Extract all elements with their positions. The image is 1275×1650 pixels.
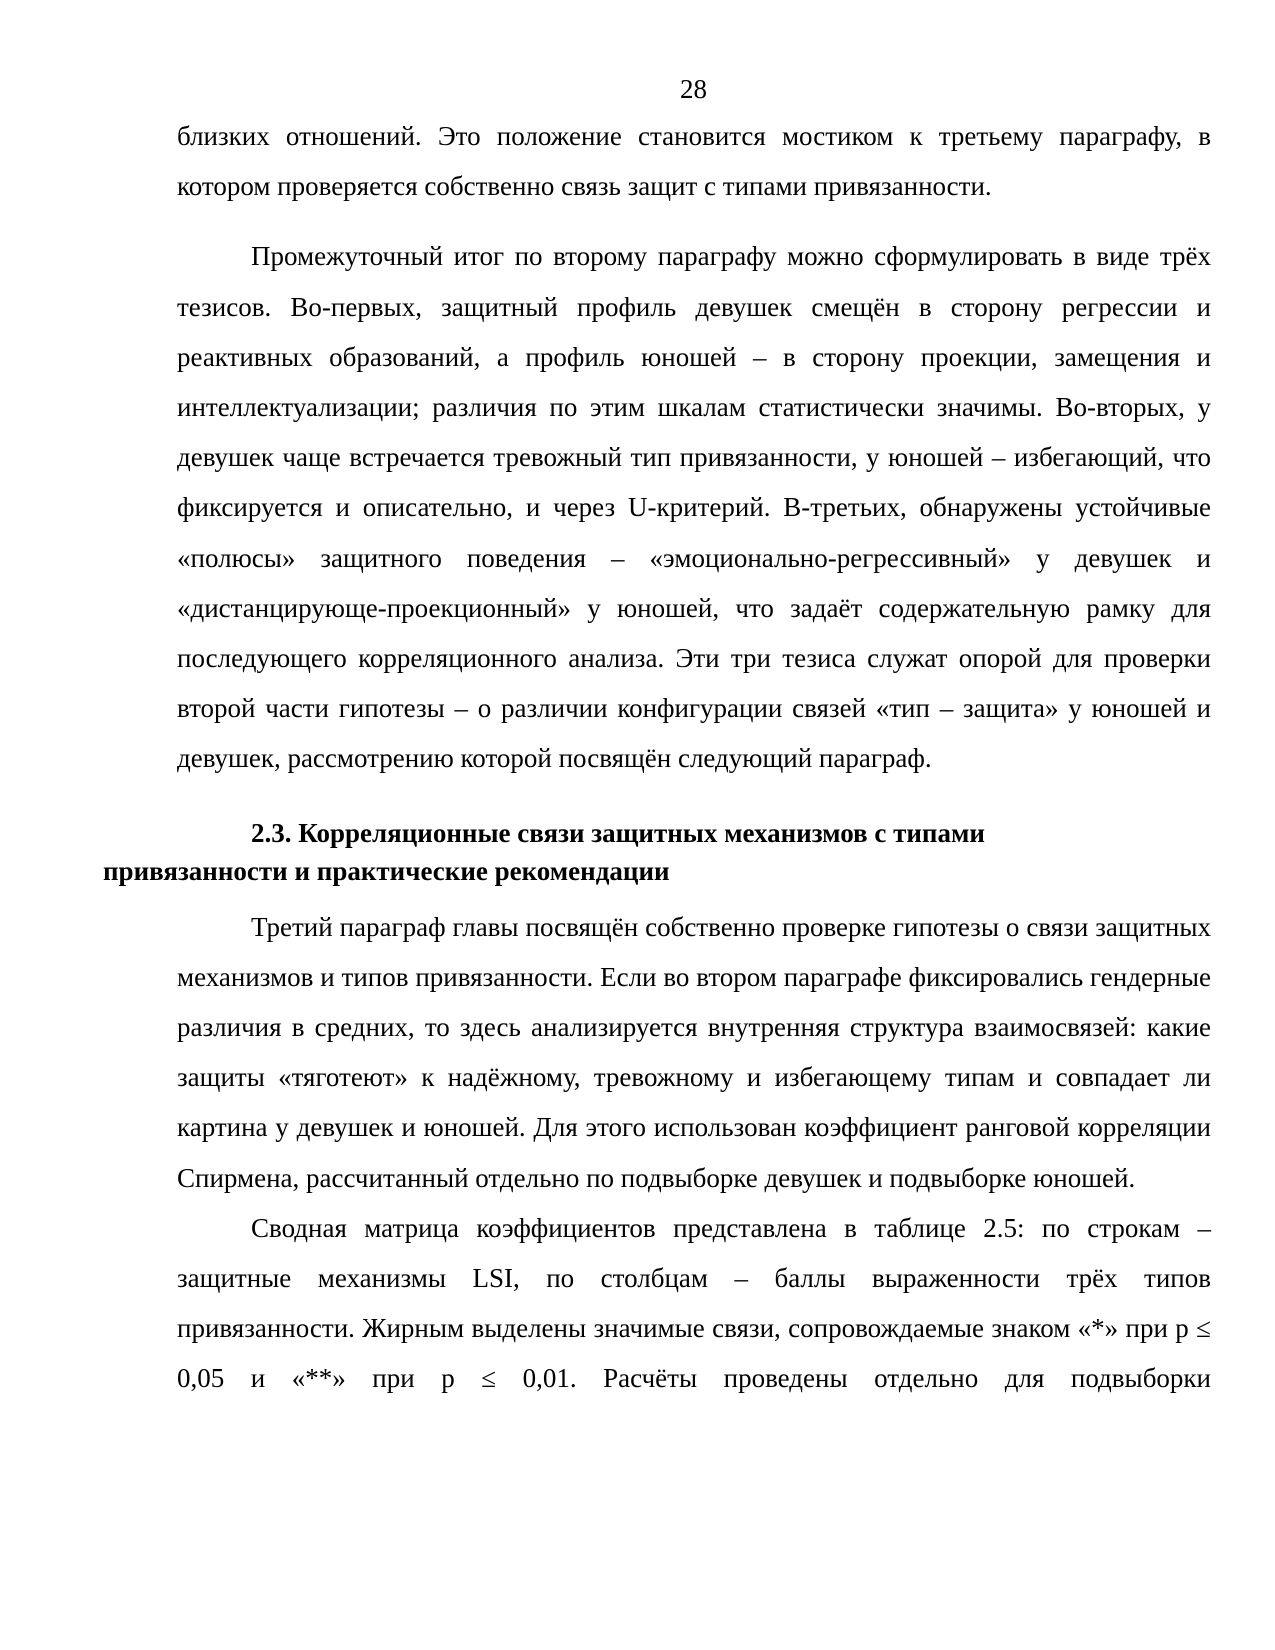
paragraph-matrix-description: Сводная матрица коэффициентов представлена в таблице 2.5: по строкам – защитные механизмы LSI, по столбцам – баллы выраженности трёх типов привязанности. Жирным выделены значимые связи, сопровождаемые знаком «*» при p ≤ 0,05 и «**» при p ≤ 0,01. Расчёты проведены отдельно для подвыборки [177, 1212, 1211, 1394]
paragraph-section-intro: Третий параграф главы посвящён собственно проверке гипотезы о связи защитных механизмов и типов привязанности. Если во втором параграфе фиксировались гендерные различия в средних, то здесь анализируется внутренняя структура взаимосвязей: какие защиты «тяготеют» к надёжному, тревожному и избегающему типам и совпадает ли картина у девушек и юношей. Для этого использован коэффициент ранговой корреляции Спирмена, рассчитанный отдельно по подвыборке девушек и подвыборке юношей. [177, 911, 1211, 1193]
section-heading [103, 814, 1211, 890]
paragraph-continuation: близких отношений. Это положение становится мостиком к третьему параграфу, в котором проверяется собственно связь защит с типами привязанности. [177, 121, 1211, 202]
paragraph-summary: Промежуточный итог по второму параграфу можно сформулировать в виде трёх тезисов. Во-первых, защитный профиль девушек смещён в сторону регрессии и реактивных образований, а профиль юношей – в сторону проекции, замещения и интеллектуализации; различия по этим шкалам статистически значимы. Во-вторых, у девушек чаще встречается тревожный тип привязанности, у юношей – избегающий, что фиксируется и описательно, и через U-критерий. В-третьих, обнаружены устойчивые «полюсы» защитного поведения – «эмоционально-регрессивный» у девушек и «дистанцирующе-проекционный» у юношей, что задаёт содержательную рамку для последующего корреляционного анализа. Эти три тезиса служат опорой для проверки второй части гипотезы – о различии конфигурации связей «тип – защита» у юношей и девушек, рассмотрению которой посвящён следующий параграф. [177, 241, 1211, 774]
page-number: 28 [680, 74, 707, 104]
section-heading-line-1: 2.3. Корреляционные связи защитных механизмов с типами [251, 817, 985, 848]
document-body [103, 111, 1211, 1404]
section-heading-line-2: привязанности и практические рекомендации [103, 855, 670, 886]
